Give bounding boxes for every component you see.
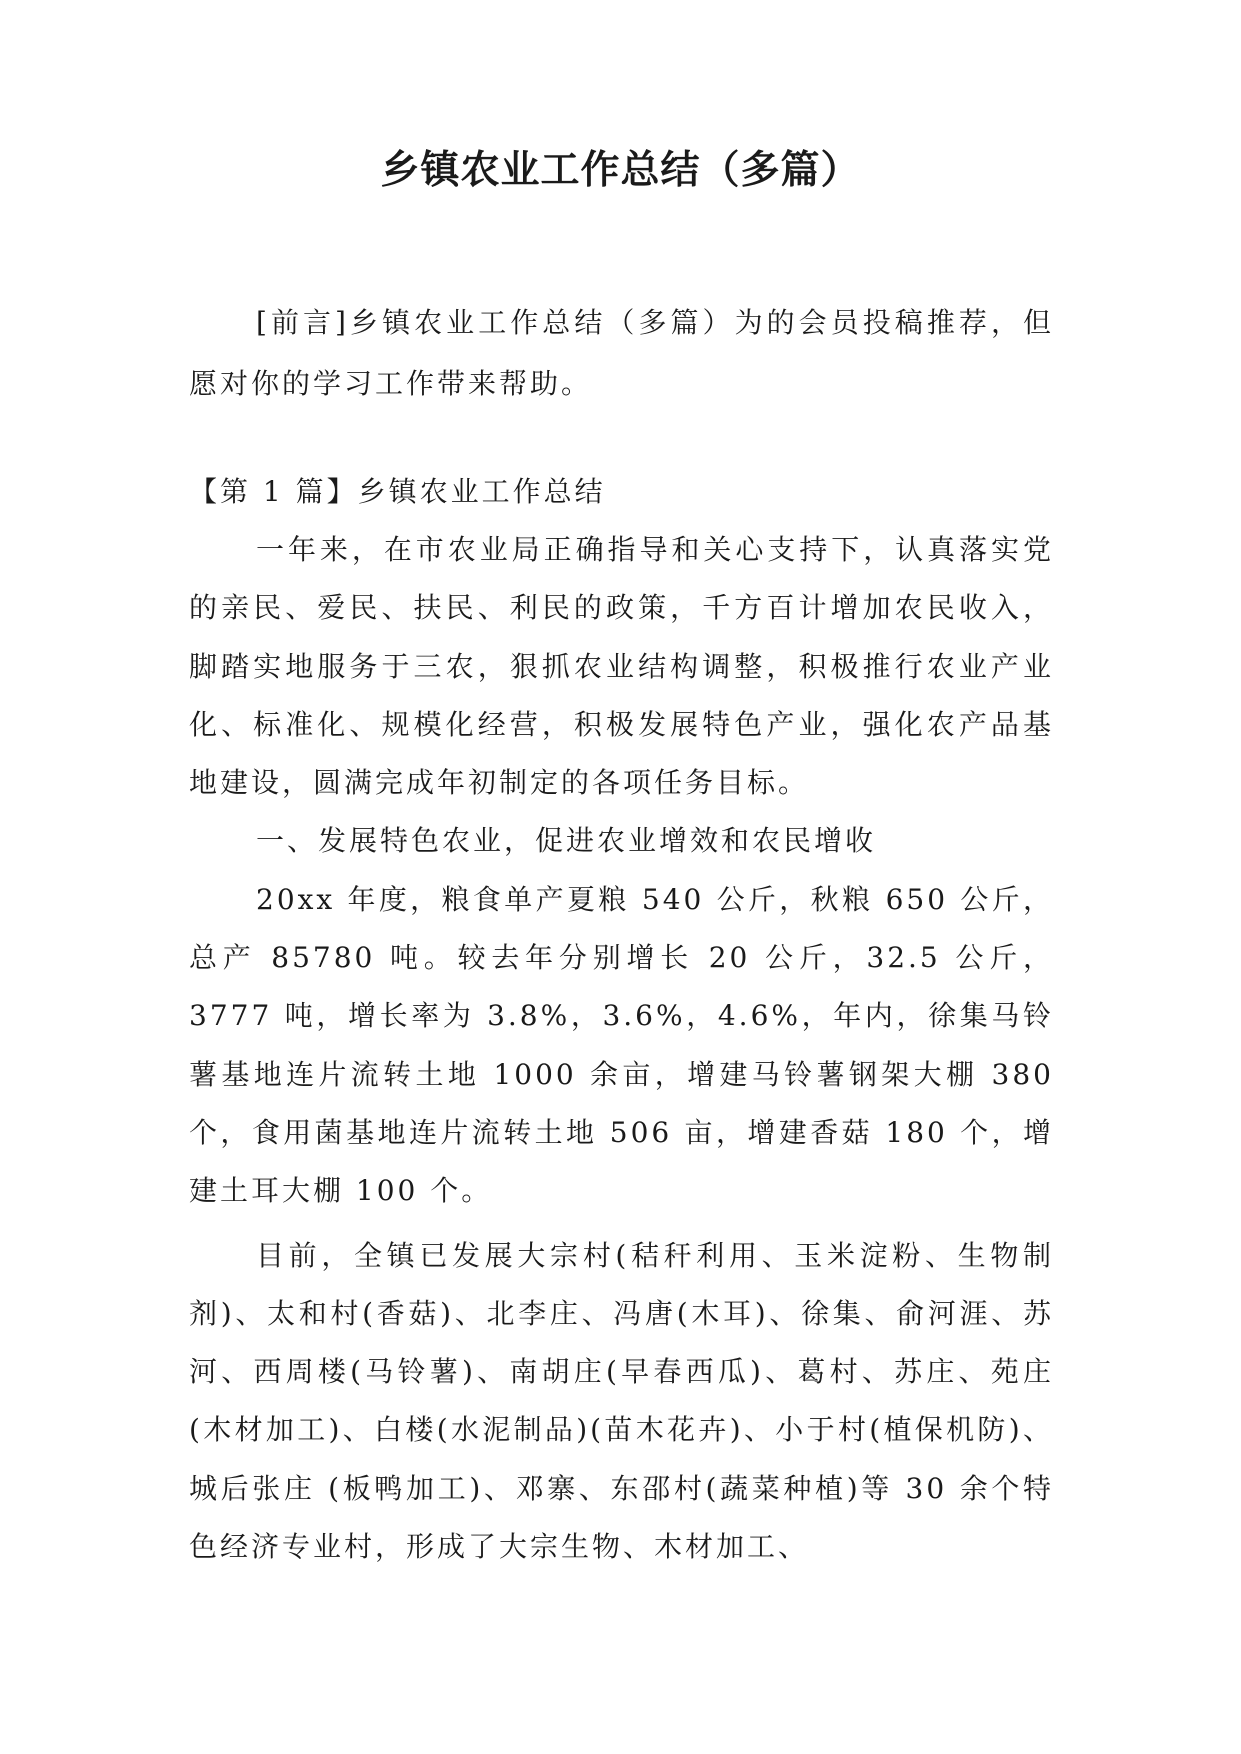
document-title: 乡镇农业工作总结（多篇） (380, 148, 861, 193)
section-content (189, 521, 1054, 1576)
villages-paragraph: 目前，全镇已发展大宗村(秸秆利用、玉米淀粉、生物制剂)、太和村(香菇)、北李庄、冯唐(木耳)、徐集、俞河涯、苏河、西周楼(马铃薯)、南胡庄(早春西瓜)、葛村、苏庄、苑庄(木材加工)、白楼(水泥制品)(苗木花卉)、小于村(植保机防)、城后张庄 (板鸭加工)、邓寨、东邵村(蔬菜种植)等 30 余个特色经济专业村，形成了大宗生物、木材加工、 (189, 1238, 1054, 1564)
section-heading: 【第 1 篇】乡镇农业工作总结 (189, 475, 606, 508)
subsection-heading: 一、发展特色农业，促进农业增效和农民增收 (256, 824, 877, 858)
yield-paragraph: 20xx 年度，粮食单产夏粮 540 公斤，秋粮 650 公斤，总产 85780 吨。较去年分别增长 20 公斤，32.5 公斤，3777 吨，增长率为 3.8%，3.6%，4.6%，年内，徐集马铃薯基地连片流转土地 1000 余亩，增建马铃薯钢架大棚 380 个，食用菌基地连片流转土地 506 亩，增建香菇 180 个，增建土耳大棚 100 个。 (189, 882, 1054, 1208)
intro-paragraph: 一年来，在市农业局正确指导和关心支持下，认真落实党的亲民、爱民、扶民、利民的政策，千方百计增加农民收入，脚踏实地服务于三农，狠抓农业结构调整，积极推行农业产业化、标准化、规模化经营，积极发展特色产业，强化农产品基地建设，圆满完成年初制定的各项任务目标。 (189, 533, 1054, 800)
preface-paragraph: [前言]乡镇农业工作总结（多篇）为的会员投稿推荐，但愿对你的学习工作带来帮助。 (189, 306, 1054, 400)
